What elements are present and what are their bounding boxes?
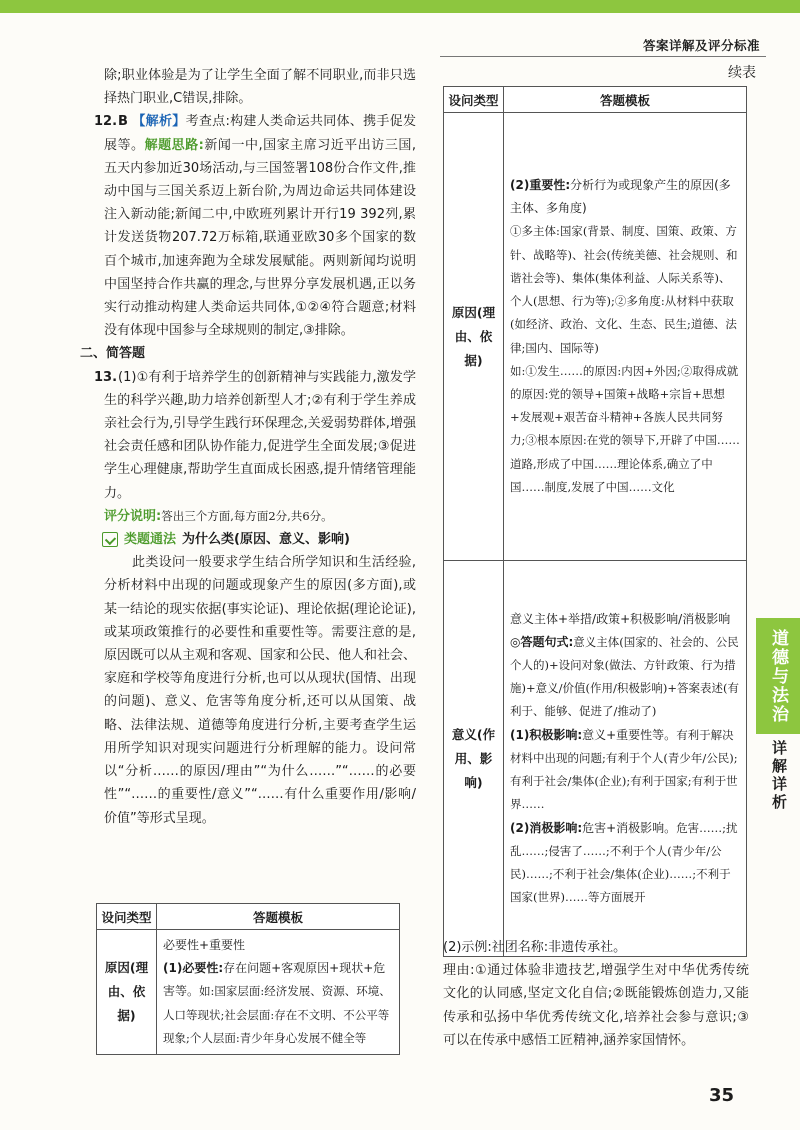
sentence-pattern-label: ◎答题句式: [510,634,574,649]
sentence-pattern [510,631,740,724]
importance-line [510,174,740,220]
header-divider [440,56,766,57]
page-header-title: 答案详解及评分标准 [642,38,760,53]
positive-formula: 意义+重要性等。 [582,727,677,742]
score-label: 评分说明: [104,508,162,524]
significance-template-cell [504,561,747,957]
necessity-example: 如:国家层面:经济发展、资源、环境、人口等现状;社会层面:存在不文明、不公平等现象;个人层面:青少年身心发展不健全等 [163,984,391,1045]
negative-formula: 危害+消极影响。 [582,820,677,835]
q13-block [90,366,416,505]
q13-number: 13. [94,369,118,385]
tip-title: 为什么类(原因、意义、影响) [182,532,350,548]
importance-label: (2)重要性: [510,178,571,193]
score-text: 答出三个方面,每方面2分,共6分。 [161,508,333,523]
q13-part2-example: (2)示例:社团名称:非遗传承社。 [443,940,627,955]
q12-block [90,110,416,342]
type-cause: 原因(理由、依据) [444,113,504,561]
negative-label: (2)消极影响: [510,820,583,835]
positive-impact [510,724,740,817]
necessity-text: 存在问题+客观原因+现状+危害等。 [163,961,386,999]
q13-part2-reasons: 理由:①通过体验非遗技艺,增强学生对中华优秀传统文化的认同感,坚定文化自信;②既能锻炼创造力,又能传承和弘扬中华优秀传统文化,培养社会参与意识;③可以在传承中感悟工匠精神,涵养家国情怀。 [443,963,749,1048]
subject-side-tab: 道德与法治 [756,618,800,734]
template-line [163,957,393,1050]
q12-text1: 考查点:构建人类命运共同体、携手促发展等。 [104,114,416,153]
detail-side-label: 详解详析 [770,740,788,812]
table-header-type: 设问类型 [444,87,504,113]
continued-label: 续表 [728,65,756,81]
sentence-pattern-text: 意义主体(国家的、社会的、公民个人的)+设问对象(做法、方针政策、行为措施)+意义/价值(作用/积极影响)+答案表述(有利于、能够、促进了/推动了) [510,634,739,719]
tip-label: 类题通法 [124,532,177,548]
template-line: 必要性+重要性 [163,938,246,952]
top-color-bar [0,0,800,13]
cause-template-cell [504,113,747,561]
necessity-label: (1)必要性: [163,961,224,976]
multi-subject-text: ①多主体:国家(背景、制度、国策、政策、方针、战略等)、社会(传统美德、社会规则、和谐社会等)、集体(集体利益、人际关系等)、个人(思想、行为等);②多角度:从材料中获取(如经济、政治、文化、生态、民生;道德、法律;国内、国际等) [510,224,738,355]
section-short-answer: 二、简答题 [80,346,146,362]
q12-number: 12. [94,114,118,130]
q12-approach-label: 解题思路: [144,137,204,153]
table-header-template: 答题模板 [157,904,400,930]
type-significance: 意义(作用、影响) [444,561,504,957]
cause-examples: 如:①发生……的原因:内因+外因;②取得成就的原因:党的领导+国策+战略+宗旨+思想+发展观+艰苦奋斗精神+各族人民共同努力;③根本原因:在党的领导下,开辟了中国……道路,形成了中国……理论体系,确立了中国……制度,发展了中国……文化 [510,363,740,494]
q11-tail: 除;职业体验是为了让学生全面了解不同职业,而非只选择热门职业,C错误,排除。 [104,68,416,107]
positive-text: 有利于解决材料中出现的问题;有利于个人(青少年/公民);有利于社会/集体(企业);有利于国家;有利于世界…… [510,727,738,812]
left-column [80,64,417,830]
template-cell [157,930,400,1055]
negative-text: 危害……;扰乱……;侵害了……;不利于个人(青少年/公民)……;不利于社会/集体(企业)……;不利于国家(世界)……等方面展开 [510,820,738,905]
q12-text2: 新闻一中,国家主席习近平出访三国,五天内参加近30场活动,与三国签署108份合作文件,推动中国与三国关系迈上新台阶,为周边命运共同体建设注入新动能;新闻二中,中欧班列累计开行19 392列,累计发送货物207.72万标箱,联通亚欧30多个国家的数百个城市,加速奔跑为全球发展赋能。两则新闻均说明中国坚持合作共赢的理念,与世界分享发展机遇,正以务实行动推动构建人类命运共同体,①②④符合题意;材料没有体现中国参与全球规则的制定,③排除。 [104,137,417,339]
positive-label: (1)积极影响: [510,727,583,742]
tip-heading [88,528,416,551]
type-cause: 原因(理由、依据) [97,930,157,1055]
q13-part2-answer [443,936,749,1052]
table-header-type: 设问类型 [97,904,157,930]
negative-impact [510,817,740,910]
right-template-table [443,86,747,957]
page-number: 35 [708,1085,734,1106]
q13-score [90,505,416,528]
q13-text: (1)①有利于培养学生的创新精神与实践能力,激发学生的科学兴趣,助力培养创新型人才;②有利于学生养成亲社会行为,引导学生践行环保理念,关爱弱势群体,增强社会责任感和团队协作能力,促进学生全面发展;③促进学生心理健康,帮助学生直面成长困惑,提升情绪管理能力。 [104,369,416,501]
q12-analysis-tag: 【解析】 [132,114,186,130]
q12-answer: B [118,114,128,130]
table-header-template: 答题模板 [504,87,747,113]
tip-paragraph: 此类设问一般要求学生结合所学知识和生活经验,分析材料中出现的问题或现象产生的原因(多方面),或某一结论的现实依据(事实论证)、理论依据(理论论证),或某项政策推行的必要性和重要性等。需要注意的是,原因既可以从主观和客观、国家和公民、他人和社会、家庭和学校等角度进行分析,也可以从现状(国情、出现的问题)、意义、危害等角度分析,还可以从国策、战略、法律法规、道德等角度进行分析,主要考查学生运用所学知识对现实问题进行分析理解的能力。设问常以“分析……的原因/理由”“为什么……”“……的必要性”“……的重要性/意义”“……有什么重要作用/影响/价值”等形式呈现。 [104,555,417,826]
check-book-icon [102,532,118,547]
left-template-table [96,903,400,1055]
importance-text: 分析行为或现象产生的原因(多主体、多角度) [510,178,731,216]
significance-formula: 意义主体+举措/政策+积极影响/消极影响 [510,611,731,626]
